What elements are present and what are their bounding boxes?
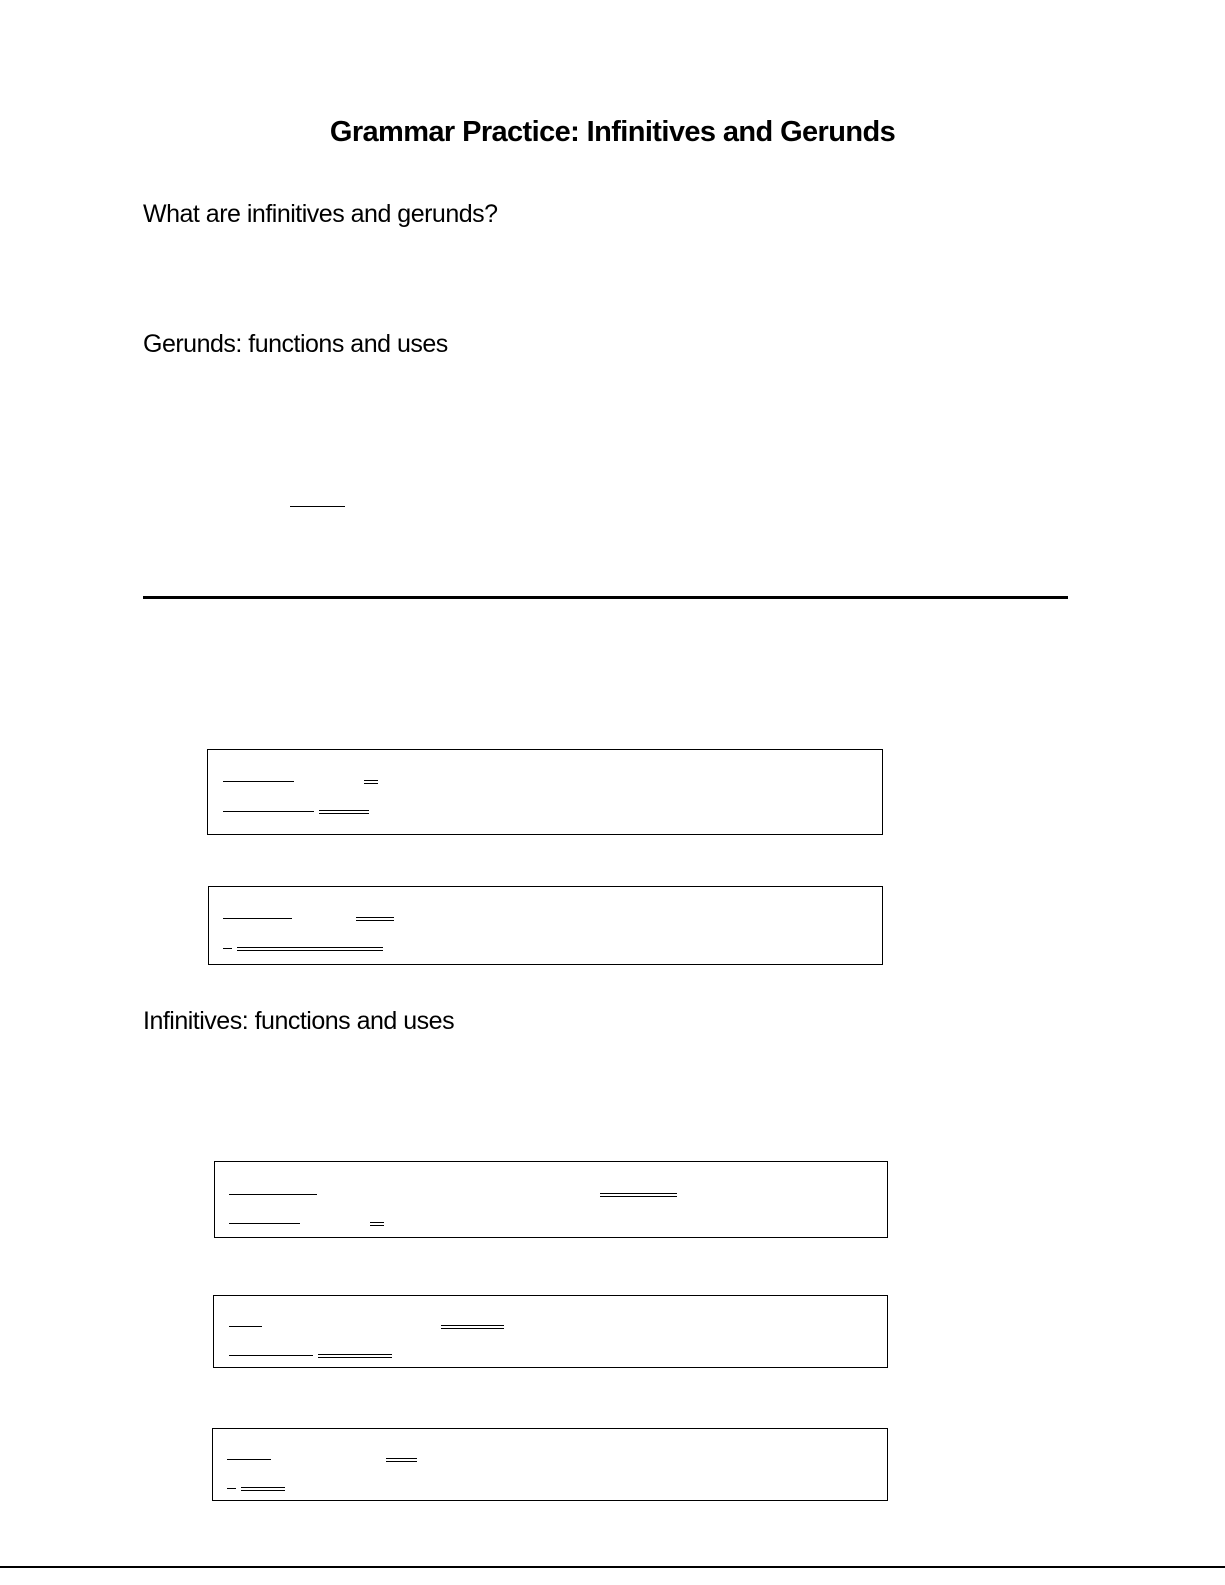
example-box	[207, 749, 883, 835]
example-box	[213, 1295, 888, 1368]
example-box	[208, 886, 883, 965]
answer-blank	[229, 1355, 313, 1356]
example-box	[212, 1428, 888, 1501]
answer-blank	[319, 810, 369, 814]
answer-blank	[229, 1223, 300, 1224]
answer-blank	[223, 948, 232, 949]
section-divider	[143, 596, 1068, 599]
page-bottom-border	[0, 1566, 1225, 1568]
document-title: Grammar Practice: Infinitives and Gerunds	[329, 116, 896, 148]
example-box	[214, 1161, 888, 1238]
answer-blank	[223, 811, 314, 812]
answer-blank	[370, 1222, 384, 1226]
answer-blank	[441, 1325, 504, 1329]
answer-blank	[290, 506, 345, 507]
answer-blank	[364, 780, 378, 784]
answer-blank	[227, 1459, 271, 1460]
section-heading-what-are: What are infinitives and gerunds?	[143, 200, 498, 228]
answer-blank	[356, 917, 394, 921]
answer-blank	[600, 1193, 677, 1197]
answer-blank	[318, 1354, 392, 1358]
section-heading-infinitives: Infinitives: functions and uses	[143, 1007, 455, 1035]
answer-blank	[229, 1194, 317, 1195]
answer-blank	[229, 1326, 262, 1327]
answer-blank	[227, 1488, 236, 1489]
answer-blank	[223, 781, 294, 782]
answer-blank	[237, 947, 383, 951]
answer-blank	[241, 1487, 285, 1491]
section-heading-gerunds: Gerunds: functions and uses	[143, 330, 448, 358]
answer-blank	[223, 918, 292, 919]
answer-blank	[386, 1458, 417, 1462]
